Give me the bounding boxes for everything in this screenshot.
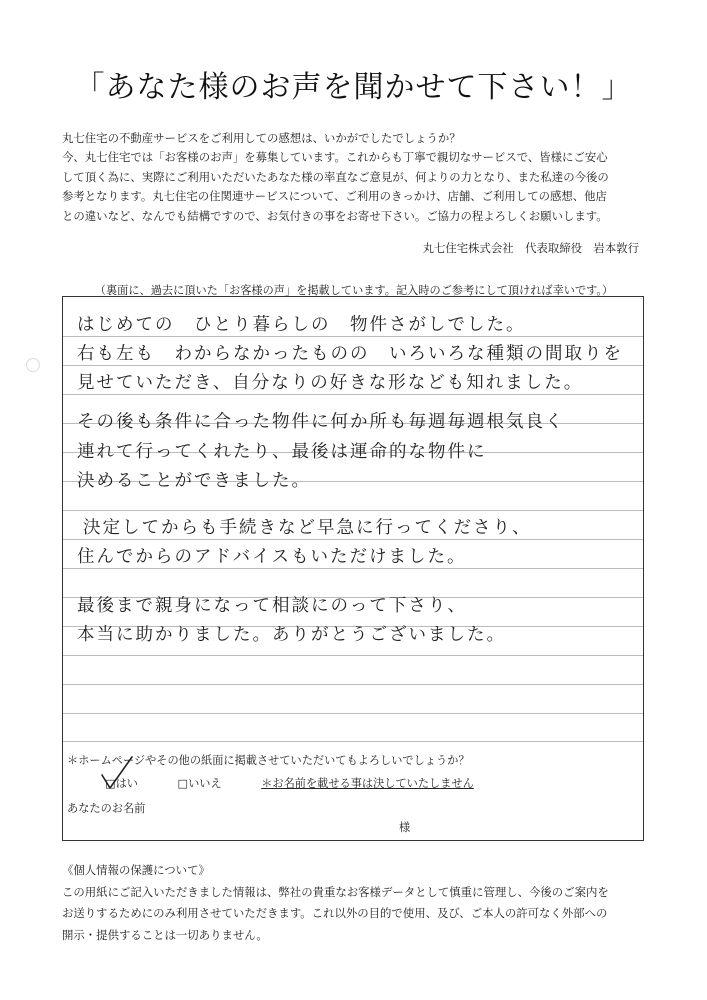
option-yes-checkbox[interactable]: □はい (105, 777, 138, 790)
ruled-line (63, 539, 643, 540)
privacy-section (62, 860, 662, 946)
ruled-line (63, 510, 643, 511)
intro-line: 参考となります。丸七住宅の住関連サービスについて、ご利用のきっかけ、店舗、ご利用しての感想、他店 (62, 189, 607, 204)
consent-question: ＊ホームページやその他の紙面に掲載させていただいてもよろしいでしょうか？ (67, 754, 470, 767)
handwritten-line: 決めることができました。 (77, 471, 311, 491)
ruled-line (63, 741, 643, 742)
handwritten-line: 見せていただき、自分なりの好きな形なども知れました。 (77, 373, 584, 393)
name-suffix: 様 (399, 821, 411, 834)
ruled-line (63, 655, 643, 656)
company-signature: 丸七住宅株式会社 代表取締役 岩本敦行 (422, 241, 639, 255)
handwritten-line: 最後まで親身になって相談にのって下さり、 (77, 596, 467, 616)
ruled-line (63, 568, 643, 569)
option-no-checkbox[interactable]: □いいえ (177, 777, 222, 790)
intro-line: して頂く為に、実際にご利用いただいたあなた様の率直なご意見が、何よりの力となり、また私達の今後の (62, 169, 609, 184)
name-label: あなたのお名前 (67, 802, 146, 815)
privacy-heading: 《個人情報の保護について》 (62, 863, 210, 877)
privacy-line: 開示・提供することは一切ありません。 (62, 927, 268, 942)
ruled-line (63, 365, 643, 366)
handwritten-line: 本当に助かりました。ありがとうございました。 (77, 625, 506, 645)
ruled-line (63, 684, 643, 685)
box-header-note: （裏面に、過去に頂いた「お客様の声」を掲載しています。記入時のご参考にして頂ければ幸いです。） (94, 284, 614, 297)
name-privacy-note: ＊お名前を載せる事は決していたしません (261, 777, 474, 790)
handwritten-line: 決定してからも手続きなど早急に行ってくださり、 (83, 518, 532, 538)
feedback-box (62, 296, 644, 841)
handwritten-line: はじめての ひとり暮らしの 物件さがしでした。 (77, 315, 526, 335)
privacy-line: お送りするためにのみ利用させていただきます。これ以外の目的で使用、及び、ご本人の許可なく外部への (62, 906, 608, 920)
page-title: 「あなた様のお声を聞かせて下さい！」 (74, 70, 633, 105)
intro-line: 丸七住宅の不動産サービスをご利用しての感想は、いかがでしたでしょうか？ (62, 131, 461, 145)
handwritten-line: 住んでからのアドバイスもいただけました。 (77, 547, 467, 567)
consent-options (105, 775, 474, 791)
punch-hole (26, 358, 40, 372)
ruled-line (63, 394, 643, 395)
privacy-line: この用紙にご記入いただきました情報は、弊社の貴重なお客様データとして慎重に管理し、今後のご案内を (62, 884, 609, 899)
intro-text (62, 129, 652, 226)
intro-line: との違いなど、なんでも結構ですので、お気付きの事をお寄せ下さい。ご協力の程よろしくお願いします。 (62, 208, 608, 223)
intro-line: 今、丸七住宅では「お客様のお声」を募集しています。これからも丁寧で親切なサービスで、皆様にご安心 (62, 150, 608, 165)
handwritten-line: 連れて行ってくれたり、最後は運命的な物件に (77, 442, 487, 462)
handwritten-line: 右も左も わからなかったものの いろいろな種類の間取りを (77, 344, 623, 364)
handwritten-line: その後も条件に合った物件に何か所も毎週毎週根気良く (77, 412, 565, 432)
ruled-line (63, 336, 643, 337)
ruled-line (63, 713, 643, 714)
